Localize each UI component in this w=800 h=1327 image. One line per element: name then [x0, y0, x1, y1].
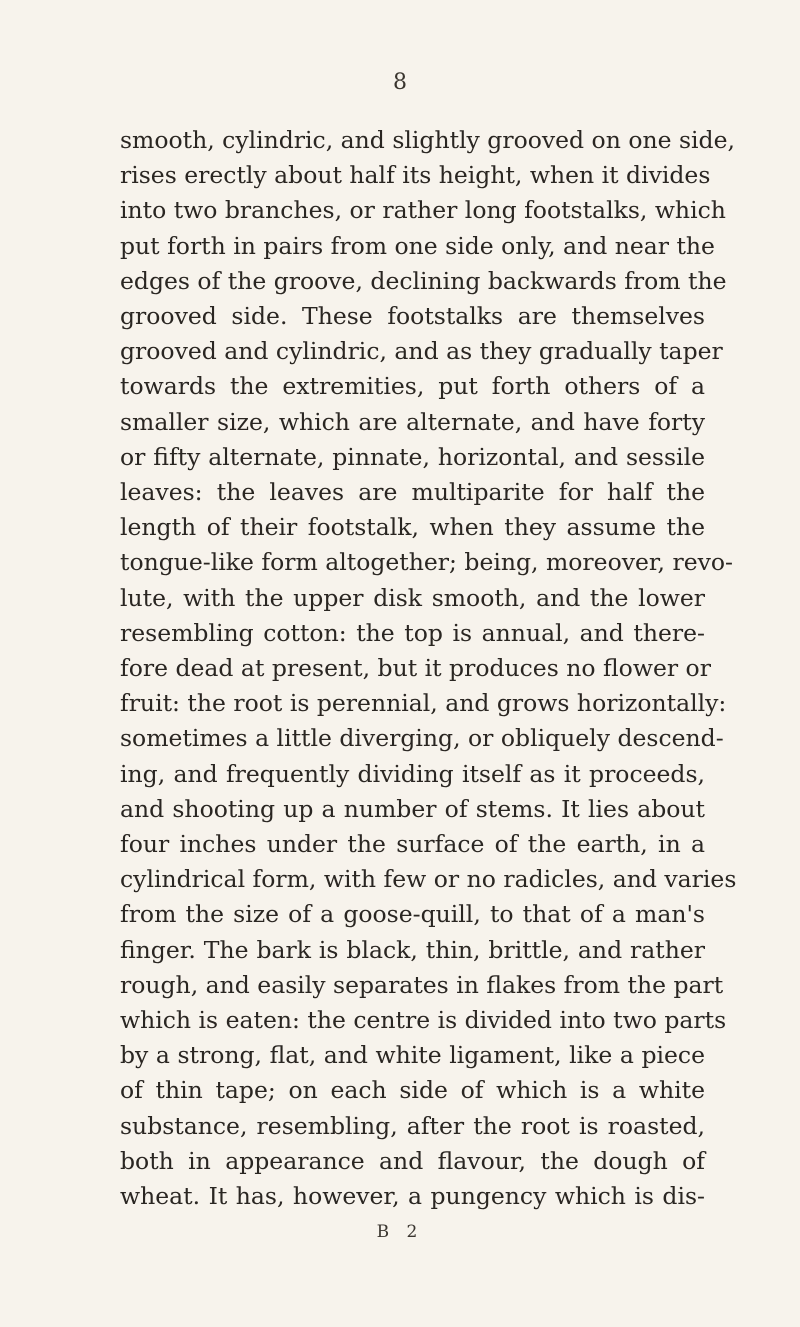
text-line: finger. The bark is black, thin, brittle, and rather — [120, 935, 705, 964]
text-line: resembling cotton: the top is annual, and there- — [120, 618, 705, 647]
text-line: both in appearance and flavour, the dough of — [120, 1146, 705, 1175]
text-line: fore dead at present, but it produces no flower or — [120, 654, 711, 683]
text-line: rises erectly about half its height, when it divides — [120, 161, 711, 190]
text-line: which is eaten: the centre is divided into two parts — [120, 1006, 727, 1035]
text-line: put forth in pairs from one side only, and near the — [120, 231, 715, 260]
text-line: grooved side. These footstalks are themselves — [120, 302, 705, 331]
text-line: fruit: the root is perennial, and grows horizontally: — [120, 689, 727, 718]
text-line: from the size of a goose-quill, to that of a man's — [120, 900, 705, 929]
text-line: towards the extremities, put forth others of a — [120, 372, 705, 401]
text-line: lute, with the upper disk smooth, and the lower — [120, 583, 705, 612]
text-line: of thin tape; on each side of which is a white — [120, 1076, 705, 1105]
text-line: edges of the groove, declining backwards from the — [120, 266, 727, 295]
text-line: sometimes a little diverging, or obliquely descend- — [120, 724, 724, 753]
text-line: and shooting up a number of stems. It lies about — [120, 794, 705, 823]
text-line: length of their footstalk, when they assume the — [120, 513, 705, 542]
body-text — [120, 123, 737, 1214]
text-line: ing, and frequently dividing itself as it proceeds, — [120, 759, 705, 788]
text-line: or fifty alternate, pinnate, horizontal, and sessile — [120, 442, 705, 471]
text-line: rough, and easily separates in flakes from the part — [120, 970, 724, 999]
text-line: smaller size, which are alternate, and have forty — [120, 407, 705, 436]
text-line: leaves: the leaves are multiparite for half the — [120, 478, 705, 507]
text-line: tongue-like form altogether; being, moreover, revo- — [120, 548, 733, 577]
page-number: 8 — [393, 70, 407, 95]
text-line: wheat. It has, however, a pungency which is dis- — [120, 1182, 705, 1211]
text-line: substance, resembling, after the root is roasted, — [120, 1111, 705, 1140]
signature-mark: B 2 — [376, 1222, 424, 1242]
text-line: into two branches, or rather long footstalks, which — [120, 196, 726, 225]
text-line: four inches under the surface of the earth, in a — [120, 830, 705, 859]
text-line: smooth, cylindric, and slightly grooved on one side, — [120, 126, 735, 154]
text-line: grooved and cylindric, and as they gradually taper — [120, 337, 723, 366]
text-line: by a strong, flat, and white ligament, like a piece — [120, 1041, 705, 1070]
text-line: cylindrical form, with few or no radicles, and varies — [120, 865, 737, 894]
